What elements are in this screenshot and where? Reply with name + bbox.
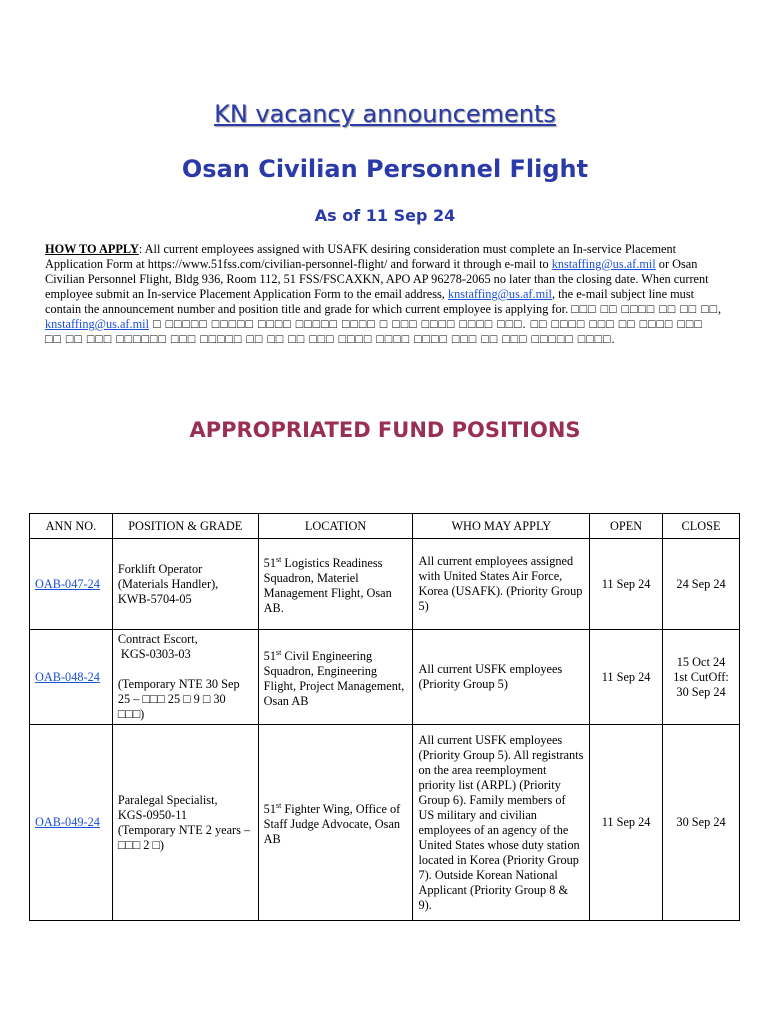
position-term: (Temporary NTE 2 years – □□□ 2 □) xyxy=(117,822,251,852)
how-to-apply-paragraph xyxy=(45,242,723,347)
announcement-link[interactable]: OAB-047-24 xyxy=(35,576,100,591)
location-number: 51 xyxy=(263,556,276,571)
page-subtitle: Osan Civilian Personnel Flight xyxy=(181,155,589,183)
who-may-apply-cell: All current USFK employees (Priority Group 5). All registrants on the area reemployment priority list (ARPL) (Priority Group 6). Family members of US military and civilian employees of an agency of the United States whose duty station located in Korea (Priority Group 7). Outside Korean National Applicant (Priority Group 8 & 9). xyxy=(413,725,590,921)
ann-cell xyxy=(30,539,113,630)
position-title: Paralegal Specialist, xyxy=(117,792,218,807)
close-date xyxy=(663,630,740,725)
close-date-final: 15 Oct 24 xyxy=(676,654,726,669)
ann-cell xyxy=(30,725,113,921)
header-who-may-apply: WHO MAY APPLY xyxy=(413,514,590,539)
table-row xyxy=(30,630,740,725)
location-text: Civil Engineering Squadron, Engineering Flight, Project Management, Osan AB xyxy=(263,649,405,709)
email-link[interactable]: knstaffing@us.af.mil xyxy=(45,317,149,331)
table-header-row xyxy=(30,514,740,539)
announcement-link[interactable]: OAB-049-24 xyxy=(35,815,100,829)
header-ann-no: ANN NO. xyxy=(30,514,113,539)
who-may-apply-cell: All current employees assigned with United States Air Force, Korea (USAFK). (Priority Group 5) xyxy=(413,539,590,630)
position-cell xyxy=(112,630,258,725)
who-may-apply-cell: All current USFK employees (Priority Group 5) xyxy=(413,630,590,725)
location-text: Fighter Wing, Office of Staff Judge Advocate, Osan AB xyxy=(263,802,401,847)
header-close: CLOSE xyxy=(663,514,740,539)
location-ordinal: st xyxy=(275,554,282,564)
header-position: POSITION & GRADE xyxy=(112,514,258,539)
open-date: 11 Sep 24 xyxy=(590,725,663,921)
how-to-text-4: , the e-mail subject line must contain the announcement number and position title and grade for which current employee is applying for. xyxy=(45,287,695,316)
location-number: 51 xyxy=(263,649,276,664)
page-title: KN vacancy announcements xyxy=(214,100,556,128)
section-title: APPROPRIATED FUND POSITIONS xyxy=(189,418,581,442)
positions-table xyxy=(29,513,740,921)
open-date: 11 Sep 24 xyxy=(590,630,663,725)
open-date: 11 Sep 24 xyxy=(590,539,663,630)
position-grade: KGS-0950-11 xyxy=(117,807,188,822)
location-number: 51 xyxy=(263,802,276,817)
cutoff-label: 1st CutOff: xyxy=(673,669,729,684)
how-to-text-2: and forward it through e-mail to xyxy=(387,257,552,271)
position-title: Contract Escort, xyxy=(117,632,198,646)
table-row xyxy=(30,539,740,630)
position-cell xyxy=(112,725,258,921)
location-cell xyxy=(258,539,413,630)
position-grade: KGS-0303-03 xyxy=(117,647,191,661)
location-text: Logistics Readiness Squadron, Materiel Management Flight, Osan AB. xyxy=(263,556,392,616)
as-of-date: As of 11 Sep 24 xyxy=(314,206,456,225)
table-row xyxy=(30,725,740,921)
close-date: 24 Sep 24 xyxy=(663,539,740,630)
header-location: LOCATION xyxy=(258,514,413,539)
how-to-text-1: : All current employees assigned with USAFK desiring consideration must complete an In-service Placement Application Form at https://www.51fss.com/civilian-personnel-flight/ xyxy=(45,242,677,271)
how-to-apply-label: HOW TO APPLY xyxy=(45,242,139,256)
location-cell xyxy=(258,725,413,921)
location-cell xyxy=(258,630,413,725)
location-ordinal: st xyxy=(275,647,282,657)
email-link[interactable]: knstaffing@us.af.mil xyxy=(551,257,656,271)
position-cell: Forklift Operator (Materials Handler), KWB-5704-05 xyxy=(112,539,258,630)
korean-text-1: □□□ □□ □□□□ □□ □□ □□, xyxy=(571,302,723,316)
korean-text-2: □ □□□□□ □□□□□ □□□□ □□□□□ □□□□ □ □□□ □□□□ □□□□ □□□. □□ □□□□ □□□ □□ □□□□ □□□ □□ □□ □□□ □□□□□□ □□□ □□□□□ □□ □□ □□ □□□ □□□□ □□□□ □□□□ □□□ □□ □□□ □□□□□ □□□□. xyxy=(45,317,703,346)
position-term: (Temporary NTE 30 Sep 25 – □□□ 25 □ 9 □ 30 □□□) xyxy=(117,677,240,721)
close-date: 30 Sep 24 xyxy=(663,725,740,921)
cutoff-date: 30 Sep 24 xyxy=(676,684,726,699)
ann-cell xyxy=(30,630,113,725)
header-open: OPEN xyxy=(590,514,663,539)
how-to-text-3: or Osan Civilian Personnel Flight, Bldg 936, Room 112, 51 FSS/FSCAXKN, APO AP 96278-2065 no later than the closing date. When current employee submit an In-service Placement Application Form to the email address, xyxy=(45,257,709,301)
email-link[interactable]: knstaffing@us.af.mil xyxy=(447,287,552,301)
location-ordinal: st xyxy=(275,800,282,810)
announcement-link[interactable]: OAB-048-24 xyxy=(35,669,100,684)
